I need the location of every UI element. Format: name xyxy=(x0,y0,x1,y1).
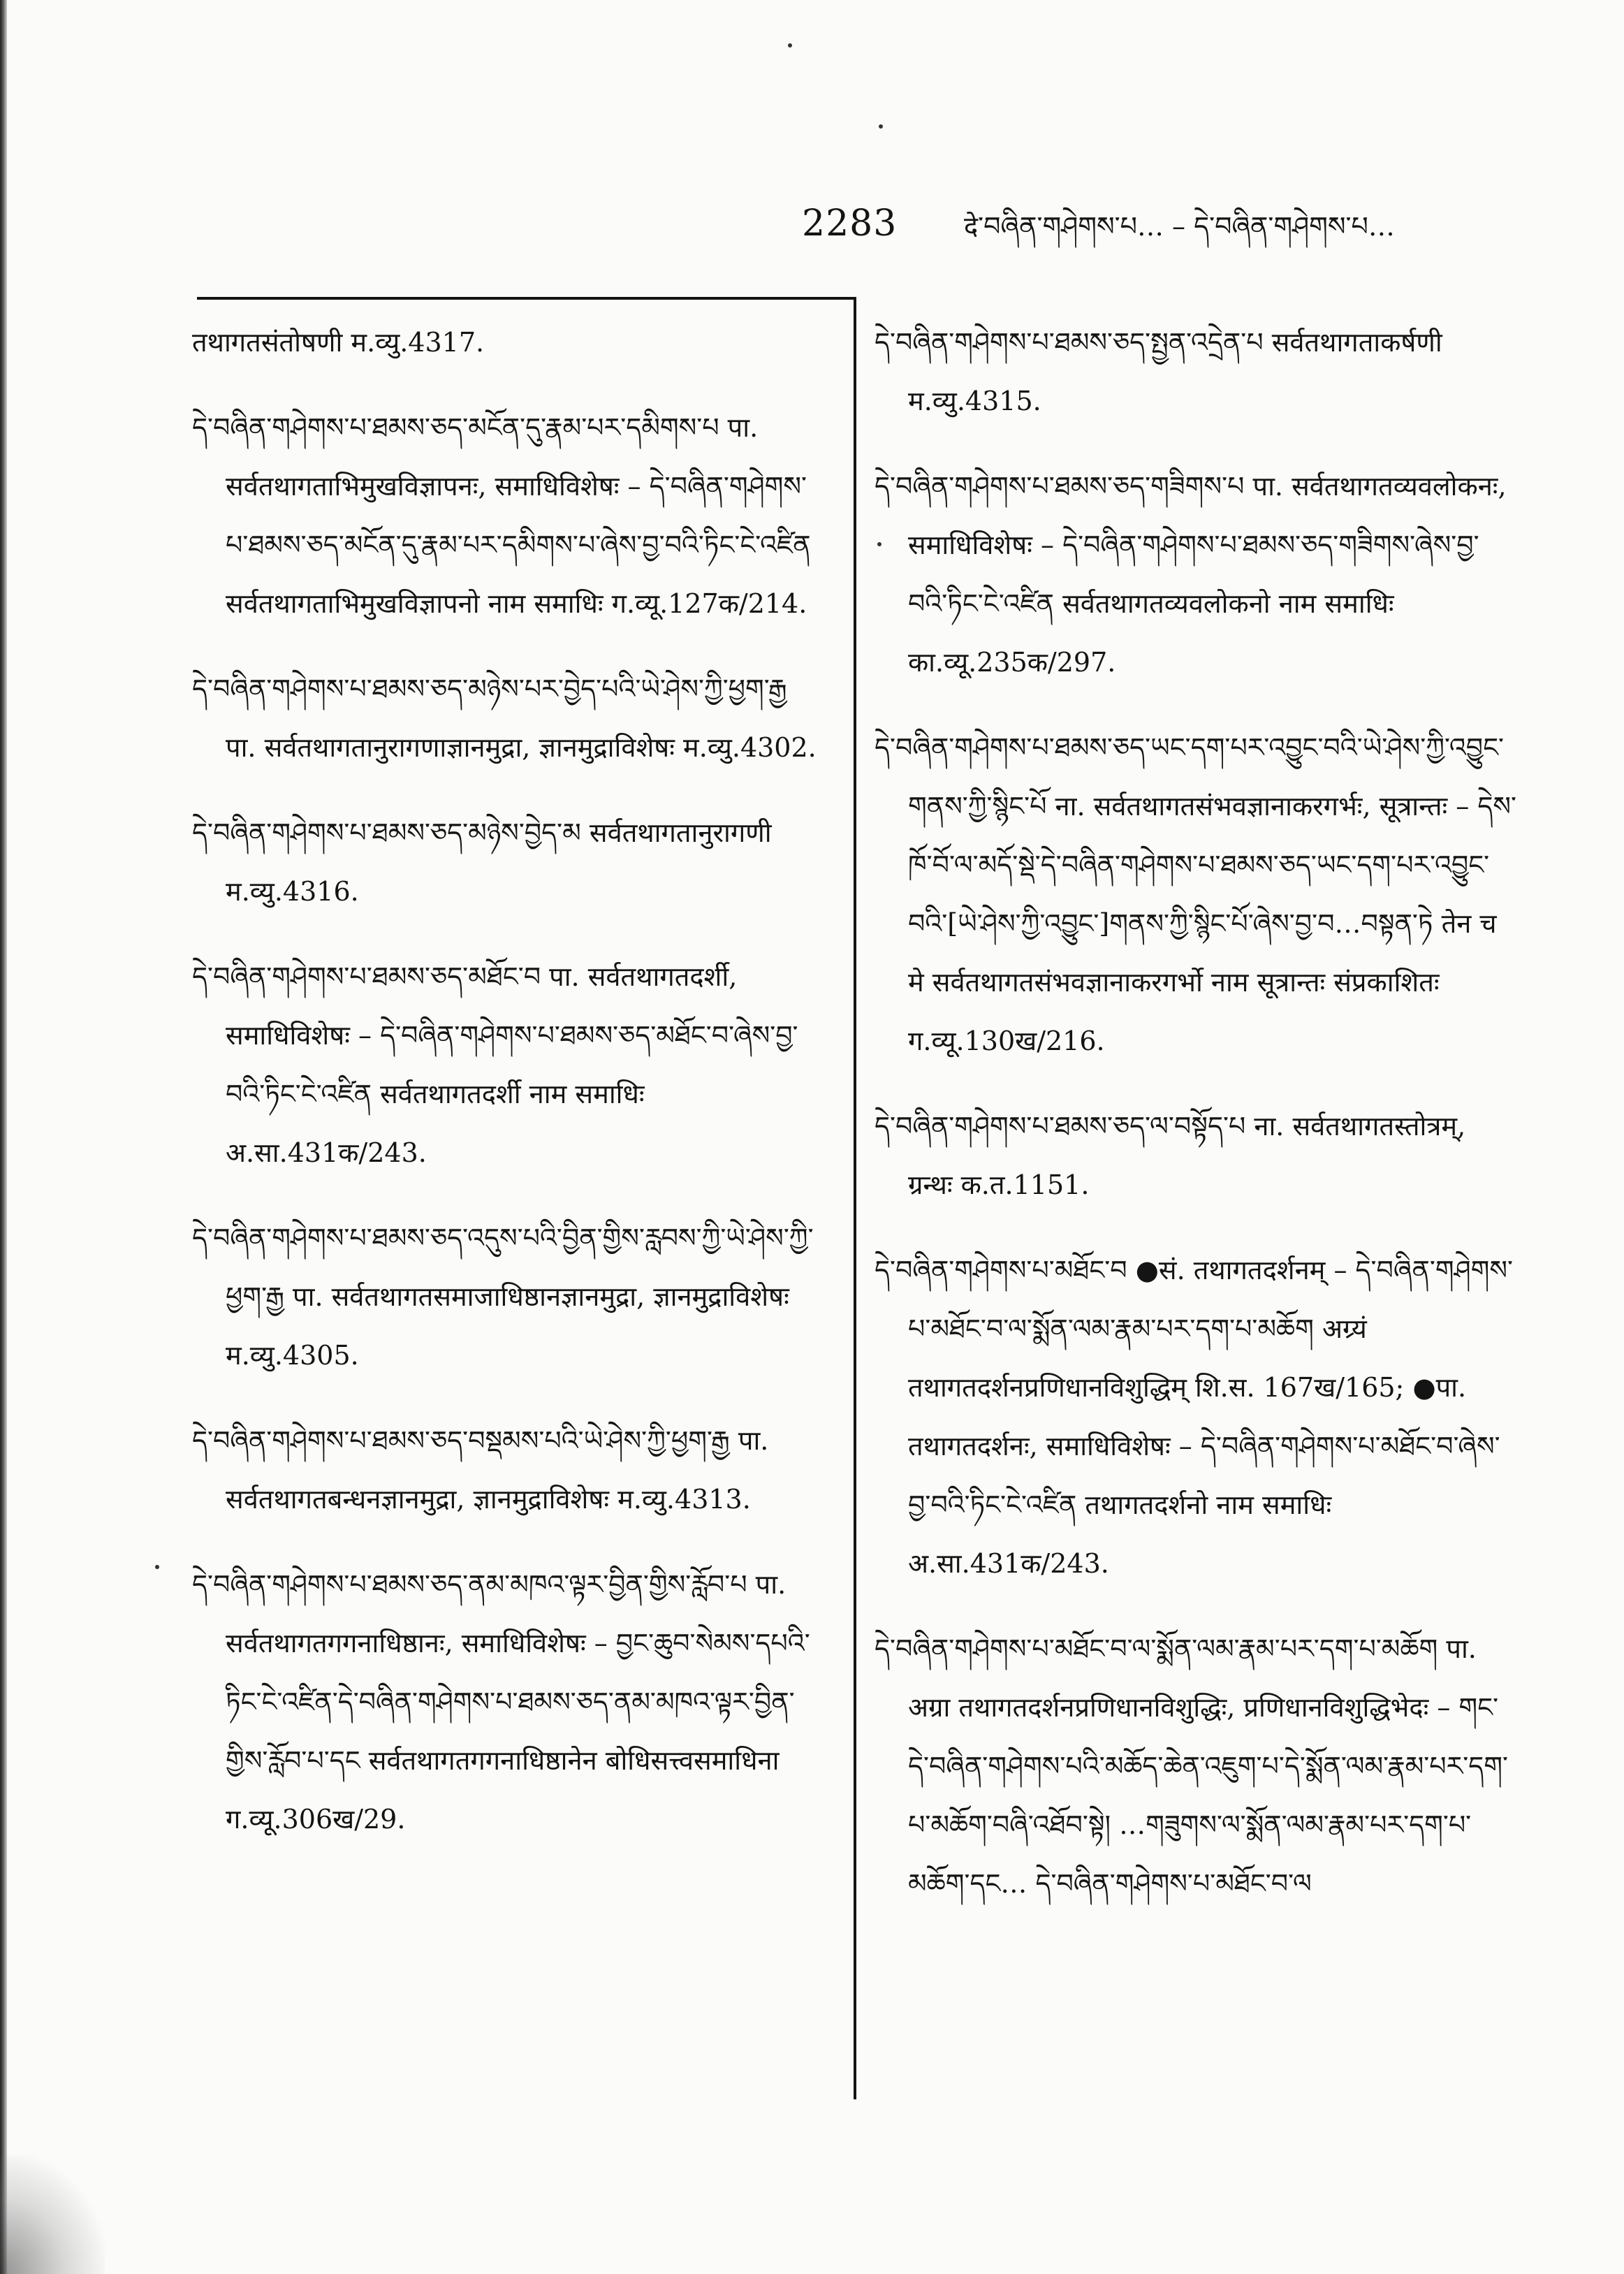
dictionary-entry: तथागतसंतोषणी म.व्यु.4317. xyxy=(192,327,485,358)
dictionary-entry: དེ་བཞིན་གཤེགས་པ་མཐོང་བ་ལ་སྨོན་ལམ་རྣམ་པར་དག་པ་མཆོག पा. अग्रा तथागतदर्शनप्रणिधानविशुद्धिः, प्रणिधानविशुद्धिभेदः – གང་དེ་བཞིན་གཤེགས་པའི་མཆོད་ཆེན་འཇུག་པ་དེ་སྨོན་ལམ་རྣམ་པར་དག་པ་མཆོག་བཞི་འཐོབ་སྟེ། …གཟུགས་ལ་སྨོན་ལམ་རྣམ་པར་དག་པ་མཆོག་དང… དེ་བཞིན་གཤེགས་པ་མཐོང་བ་ལ xyxy=(875,1633,1508,1899)
dictionary-entry: དེ་བཞིན་གཤེགས་པ་ཐམས་ཅད་སྤྱན་འདྲེན་པ सर्वतथागताकर्षणी म.व्यु.4315. xyxy=(875,327,1442,416)
dictionary-entry: དེ་བཞིན་གཤེགས་པ་ཐམས་ཅད་ལ་བསྟོད་པ ना. सर्वतथागतस्तोत्रम्, ग्रन्थः क.त.1151. xyxy=(875,1111,1466,1200)
scan-smudge xyxy=(0,2155,105,2274)
scan-binding-edge xyxy=(0,0,7,2274)
dictionary-entry: དེ་བཞིན་གཤེགས་པ་ཐམས་ཅད་མངོན་དུ་རྣམ་པར་དམིགས་པ पा. सर्वतथागताभिमुखविज्ञापनः, समाधिविशेषः – དེ་བཞིན་གཤེགས་པ་ཐམས་ཅད་མངོན་དུ་རྣམ་པར་དམིགས་པ་ཞེས་བྱ་བའི་ཏིང་ངེ་འཛིན सर्वतथागताभिमुखविज्ञापनो नाम समाधिः ग.व्यू.127क/214. xyxy=(192,412,811,619)
left-column xyxy=(192,313,824,1875)
dictionary-entry: དེ་བཞིན་གཤེགས་པ་ཐམས་ཅད་འདུས་པའི་བྱིན་གྱིས་རླབས་ཀྱི་ཡེ་ཤེས་ཀྱི་ཕྱག་རྒྱ पा. सर्वतथागतसमाजाधिष्ठानज्ञानमुद्रा, ज्ञानमुद्राविशेषः म.व्यु.4305. xyxy=(192,1223,814,1371)
running-header: दे་བཞིན་གཤེགས་པ… – དེ་བཞིན་གཤེགས་པ… xyxy=(964,211,1395,242)
dictionary-entry: དེ་བཞིན་གཤེགས་པ་ཐམས་ཅད་བསྡམས་པའི་ཡེ་ཤེས་ཀྱི་ཕྱག་རྒྱ पा. सर्वतथागतबन्धनज्ञानमुद्रा, ज्ञानमुद्राविशेषः म.व्यु.4313. xyxy=(192,1425,769,1515)
page-number: 2283 xyxy=(802,203,898,245)
scan-speck xyxy=(879,124,883,129)
scan-speck xyxy=(155,1565,159,1569)
column-divider xyxy=(854,297,856,2099)
dictionary-entry: དེ་བཞིན་གཤེགས་པ་ཐམས་ཅད་མཉེས་པར་བྱེད་པའི་ཡེ་ཤེས་ཀྱི་ཕྱག་རྒྱ पा. सर्वतथागतानुरागणाज्ञानमुद्रा, ज्ञानमुद्राविशेषः म.व्यु.4302. xyxy=(192,673,817,763)
dictionary-entry: དེ་བཞིན་གཤེགས་པ་ཐམས་ཅད་ཡང་དག་པར་འབྱུང་བའི་ཡེ་ཤེས་ཀྱི་འབྱུང་གནས་ཀྱི་སྙིང་པོ ना. सर्वतथागतसंभवज्ञानाकरगर्भः, सूत्रान्तः – དེས་ཁོ་བོ་ལ་མདོ་སྡེ་དེ་བཞིན་གཤེགས་པ་ཐམས་ཅད་ཡང་དག་པར་འབྱུང་བའི་[ཡེ་ཤེས་ཀྱི་འབྱུང་]གནས་ཀྱི་སྙིང་པོ་ཞེས་བྱ་བ…བསྟན་ཏེ तेन च मे सर्वतथागतसंभवज्ञानाकरगर्भो नाम सूत्रान्तः संप्रकाशितः ग.व्यू.130ख/216. xyxy=(875,732,1516,1056)
dictionary-entry: དེ་བཞིན་གཤེགས་པ་ཐམས་ཅད་ནམ་མཁའ་ལྟར་བྱིན་གྱིས་རློབ་པ पा. सर्वतथागतगगनाधिष्ठानः, समाधिविशेषः – བྱང་ཆུབ་སེམས་དཔའི་ཏིང་ངེ་འཛིན་དེ་བཞིན་གཤེགས་པ་ཐམས་ཅད་ནམ་མཁའ་ལྟར་བྱིན་གྱིས་རློབ་པ་དང सर्वतथागतगगनाधिष्ठानेन बोधिसत्त्वसमाधिना ग.व्यू.306ख/29. xyxy=(192,1569,810,1835)
scan-speck xyxy=(788,43,792,48)
dictionary-entry: དེ་བཞིན་གཤེགས་པ་ཐམས་ཅད་མཐོང་བ पा. सर्वतथागतदर्शी, समाधिविशेषः – དེ་བཞིན་གཤེགས་པ་ཐམས་ཅད་མཐོང་བ་ཞེས་བྱ་བའི་ཏིང་ངེ་འཛིན सर्वतथागतदर्शी नाम समाधिः अ.सा.431क/243. xyxy=(192,961,798,1168)
dictionary-entry: དེ་བཞིན་གཤེགས་པ་མཐོང་བ ●सं. तथागतदर्शनम् – དེ་བཞིན་གཤེགས་པ་མཐོང་བ་ལ་སྨོན་ལམ་རྣམ་པར་དག་པ་མཆོག अग्र्यं तथागतदर्शनप्रणिधानविशुद्धिम् शि.स. 167ख/165; ●पा. तथागतदर्शनः, समाधिविशेषः – དེ་བཞིན་གཤེགས་པ་མཐོང་བ་ཞེས་བྱ་བའི་ཏིང་ངེ་འཛིན तथागतदर्शनो नाम समाधिः अ.सा.431क/243. xyxy=(875,1255,1513,1579)
dictionary-entry: དེ་བཞིན་གཤེགས་པ་ཐམས་ཅད་གཟིགས་པ पा. सर्वतथागतव्यवलोकनः, समाधिविशेषः – དེ་བཞིན་གཤེགས་པ་ཐམས་ཅད་གཟིགས་ཞེས་བྱ་བའི་ཏིང་ངེ་འཛིན सर्वतथागतव्यवलोकनो नाम समाधिः का.व्यू.235क/297. xyxy=(875,471,1507,678)
right-column xyxy=(875,313,1517,1939)
dictionary-entry: དེ་བཞིན་གཤེགས་པ་ཐམས་ཅད་མཉེས་བྱེད་མ सर्वतथागतानुरागणी म.व्यु.4316. xyxy=(192,817,772,907)
header-rule xyxy=(197,297,854,300)
